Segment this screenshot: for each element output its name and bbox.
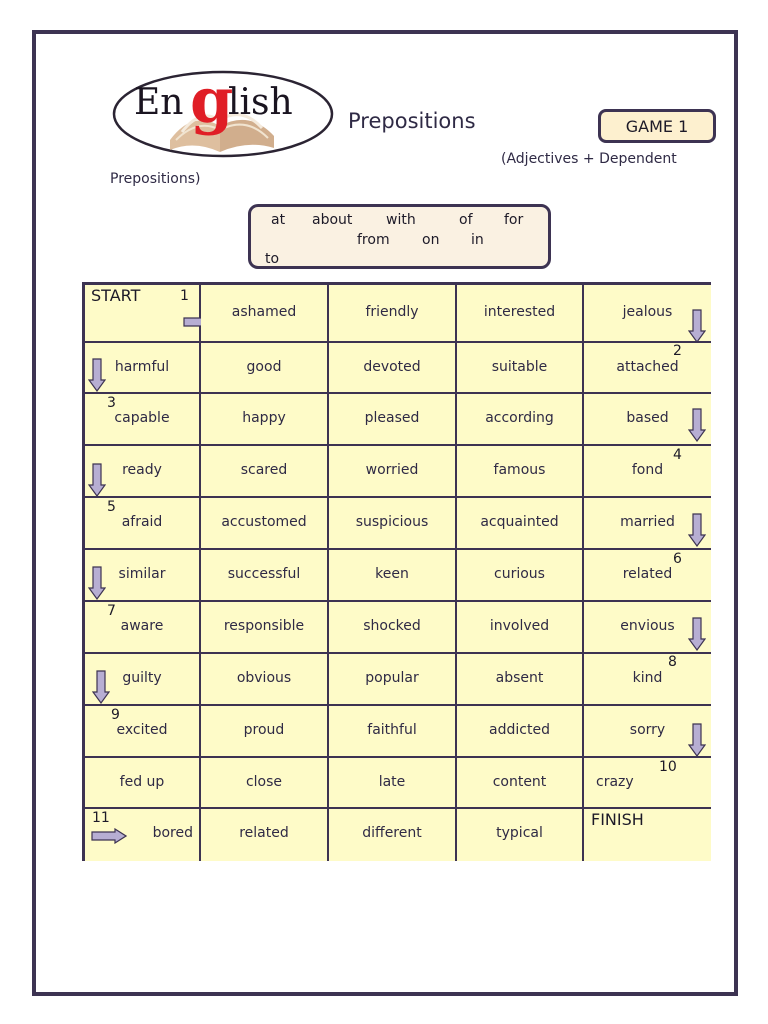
board-word: famous <box>493 462 546 478</box>
board-word: kind <box>632 670 663 686</box>
square-number: 9 <box>111 707 120 723</box>
game-board <box>82 282 711 861</box>
board-cell <box>201 602 329 654</box>
board-word: friendly <box>365 304 419 320</box>
square-number: 2 <box>673 343 682 359</box>
board-word: sorry <box>629 722 666 738</box>
board-cell <box>457 809 584 861</box>
board-cell <box>85 706 201 758</box>
square-number: 1 <box>180 288 189 304</box>
board-word: late <box>378 774 406 790</box>
board-cell <box>457 343 584 394</box>
board-word: curious <box>494 566 545 582</box>
board-cell <box>201 758 329 809</box>
board-cell <box>329 285 457 343</box>
game-badge: GAME 1 <box>598 109 716 143</box>
board-cell <box>85 758 201 809</box>
board-cell <box>329 654 457 706</box>
down-arrow-icon <box>88 463 106 497</box>
preposition-word: in <box>471 232 484 248</box>
board-word: fed up <box>119 774 165 790</box>
board-word: guilty <box>122 670 162 686</box>
preposition-word: for <box>504 212 524 228</box>
board-cell <box>457 550 584 602</box>
board-word: acquainted <box>480 514 559 530</box>
board-word: popular <box>365 670 419 686</box>
board-word: responsible <box>223 618 305 634</box>
preposition-word: at <box>271 212 286 228</box>
svg-text:En: En <box>134 82 184 123</box>
board-cell <box>85 343 201 394</box>
board-word: faithful <box>367 722 417 738</box>
board-word: involved <box>489 618 550 634</box>
board-cell <box>457 758 584 809</box>
svg-text:g: g <box>190 70 234 137</box>
board-word: suitable <box>491 359 548 375</box>
board-cell <box>329 446 457 498</box>
board-cell <box>584 758 711 809</box>
right-arrow-icon <box>91 828 127 844</box>
board-word: ready <box>122 462 162 478</box>
board-word: absent <box>495 670 544 686</box>
down-arrow-icon <box>688 408 706 442</box>
preposition-word: of <box>459 212 473 228</box>
page-title: Prepositions <box>348 109 476 133</box>
square-number: 5 <box>107 499 116 515</box>
board-cell <box>584 654 711 706</box>
board-word: related <box>239 825 289 841</box>
preposition-word: with <box>386 212 416 228</box>
square-number: 3 <box>107 395 116 411</box>
square-number: 8 <box>668 654 677 670</box>
board-cell <box>201 285 329 343</box>
board-cell <box>201 654 329 706</box>
preposition-word: about <box>312 212 353 228</box>
down-arrow-icon <box>92 670 110 704</box>
down-arrow-icon <box>688 723 706 757</box>
board-word: ashamed <box>231 304 297 320</box>
board-cell <box>201 550 329 602</box>
board-word: close <box>245 774 283 790</box>
board-cell <box>584 498 711 550</box>
board-cell <box>85 285 201 343</box>
board-cell <box>329 343 457 394</box>
preposition-word: to <box>265 251 280 267</box>
board-cell <box>329 706 457 758</box>
square-number: 7 <box>107 603 116 619</box>
board-word: interested <box>483 304 556 320</box>
board-word: according <box>485 410 554 426</box>
board-cell <box>584 809 711 861</box>
board-cell <box>584 343 711 394</box>
board-cell <box>329 809 457 861</box>
board-cell <box>201 343 329 394</box>
board-word: bored <box>152 825 193 841</box>
board-cell <box>457 446 584 498</box>
board-word: obvious <box>236 670 292 686</box>
board-cell <box>457 706 584 758</box>
board-cell <box>85 394 201 446</box>
board-cell <box>457 602 584 654</box>
board-cell <box>329 758 457 809</box>
board-cell <box>584 550 711 602</box>
board-word: attached <box>616 359 679 375</box>
preposition-word: from <box>357 232 390 248</box>
board-word: based <box>626 410 669 426</box>
board-word: different <box>362 825 422 841</box>
board-cell <box>201 498 329 550</box>
board-cell <box>457 654 584 706</box>
board-word: aware <box>120 618 164 634</box>
board-word: content <box>492 774 547 790</box>
board-cell <box>457 394 584 446</box>
down-arrow-icon <box>688 617 706 651</box>
board-word: suspicious <box>355 514 429 530</box>
board-cell <box>457 285 584 343</box>
board-cell <box>201 446 329 498</box>
board-cell <box>85 602 201 654</box>
board-word: afraid <box>121 514 163 530</box>
board-word: scared <box>240 462 288 478</box>
board-cell <box>584 706 711 758</box>
board-word: accustomed <box>221 514 307 530</box>
board-word: similar <box>118 566 166 582</box>
board-cell <box>329 394 457 446</box>
board-word: crazy <box>596 774 634 790</box>
board-cell <box>584 446 711 498</box>
square-number: 4 <box>673 447 682 463</box>
down-arrow-icon <box>688 513 706 547</box>
board-cell <box>329 498 457 550</box>
board-word: related <box>622 566 673 582</box>
board-word: shocked <box>363 618 421 634</box>
board-cell <box>201 706 329 758</box>
board-word: worried <box>365 462 419 478</box>
board-word: fond <box>631 462 664 478</box>
subtitle-line-2: Prepositions) <box>110 171 201 187</box>
board-word: successful <box>227 566 301 582</box>
board-word: capable <box>114 410 170 426</box>
board-word: happy <box>242 410 286 426</box>
board-cell <box>329 602 457 654</box>
board-word: excited <box>116 722 168 738</box>
board-word: jealous <box>622 304 673 320</box>
board-word: harmful <box>114 359 170 375</box>
board-cell <box>85 654 201 706</box>
board-cell <box>85 446 201 498</box>
board-cell <box>85 809 201 861</box>
english-logo <box>112 70 334 158</box>
board-cell <box>584 602 711 654</box>
board-cell <box>584 285 711 343</box>
board-word: typical <box>496 825 543 841</box>
board-word: married <box>620 514 675 530</box>
board-cell <box>329 550 457 602</box>
square-number: 6 <box>673 551 682 567</box>
start-label: START <box>91 286 141 305</box>
board-cell <box>201 394 329 446</box>
down-arrow-icon <box>688 309 706 343</box>
down-arrow-icon <box>88 358 106 392</box>
square-number: 11 <box>92 810 110 826</box>
subtitle-line-1: (Adjectives + Dependent <box>501 151 677 167</box>
preposition-word: on <box>422 232 440 248</box>
finish-label: FINISH <box>591 810 644 829</box>
board-cell <box>457 498 584 550</box>
board-cell <box>584 394 711 446</box>
board-cell <box>85 498 201 550</box>
board-word: devoted <box>363 359 421 375</box>
board-word: good <box>246 359 282 375</box>
down-arrow-icon <box>88 566 106 600</box>
board-cell <box>201 809 329 861</box>
board-word: pleased <box>364 410 420 426</box>
preposition-box <box>248 204 551 269</box>
board-word: proud <box>243 722 285 738</box>
board-word: addicted <box>489 722 550 738</box>
board-word: keen <box>375 566 409 582</box>
board-cell <box>85 550 201 602</box>
square-number: 10 <box>659 759 677 775</box>
board-word: envious <box>620 618 675 634</box>
svg-text:lish: lish <box>228 82 293 123</box>
